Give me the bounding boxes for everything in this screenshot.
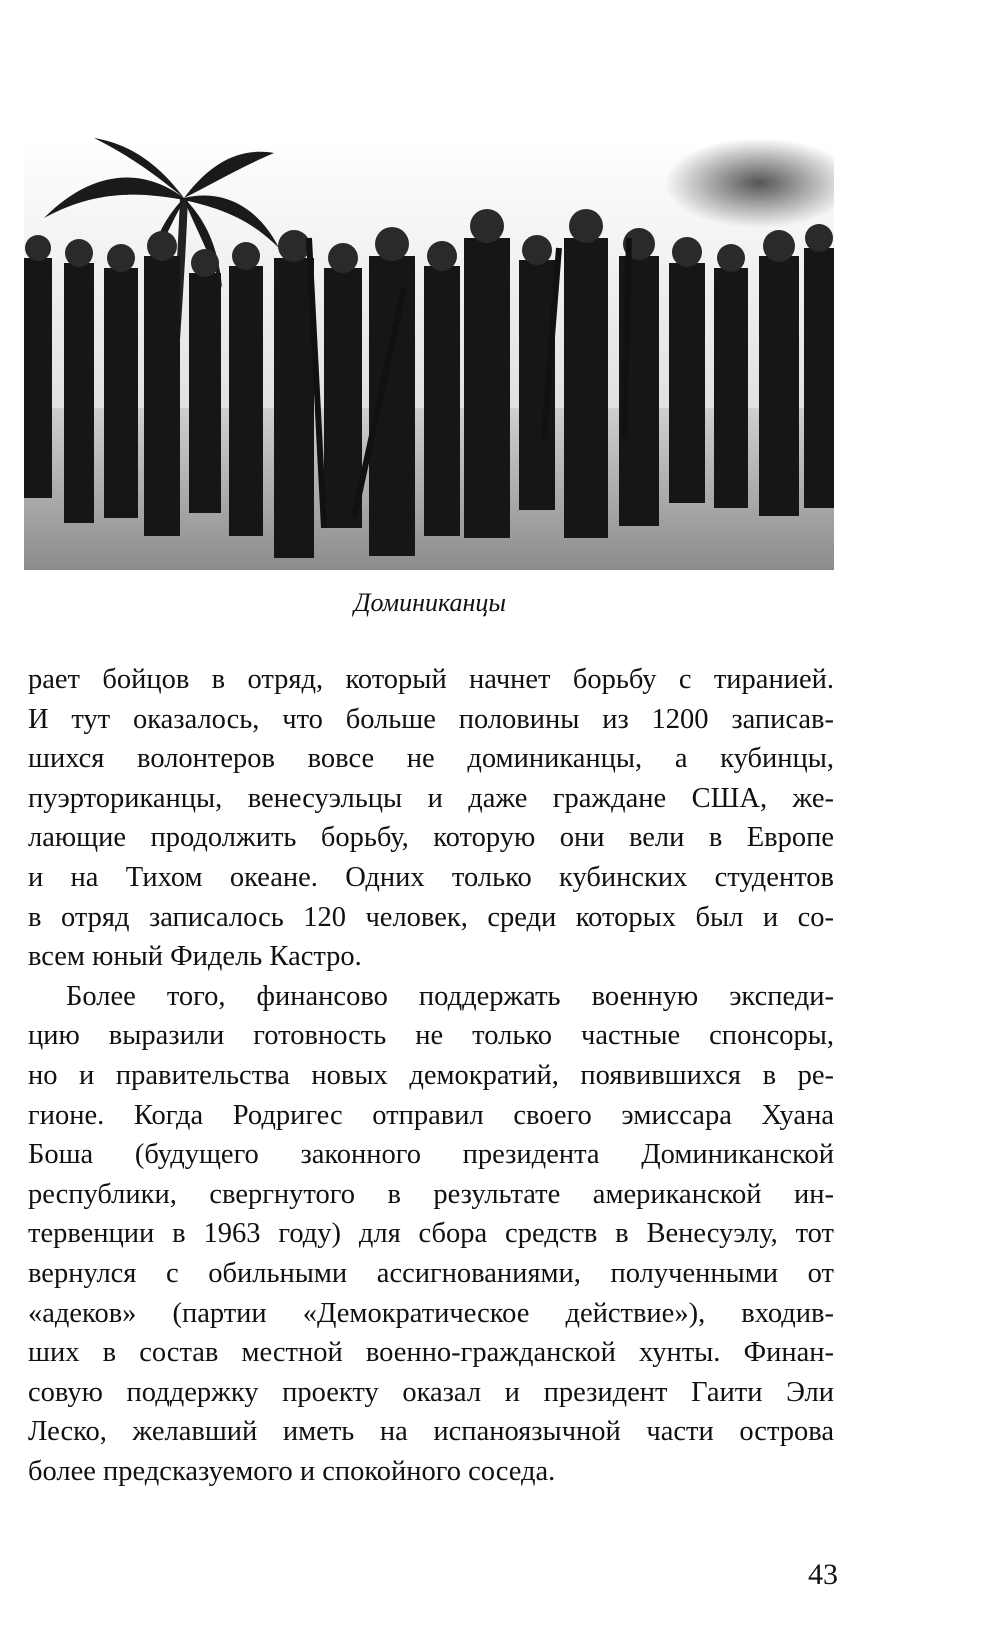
paragraph-1 [28, 660, 834, 977]
text-line: республики, свергнутого в результате американской ин- [28, 1178, 834, 1210]
text-line: и на Тихом океане. Одних только кубинских студентов [28, 861, 834, 893]
text-line: вернулся с обильными ассигнованиями, полученными от [28, 1257, 834, 1289]
text-line: в отряд записалось 120 человек, среди которых был и со- [28, 901, 834, 933]
photo-caption: Доминиканцы [353, 588, 507, 617]
text-line: И тут оказалось, что больше половины из 1200 записав- [28, 703, 834, 735]
text-line: тервенции в 1963 году) для сбора средств в Венесуэлу, тот [28, 1218, 834, 1250]
paragraph-2 [28, 977, 834, 1492]
text-line: пуэрториканцы, венесуэльцы и даже граждане США, же- [28, 782, 834, 814]
page-number: 43 [808, 1558, 838, 1591]
text-line: ших в состав местной военно-гражданской хунты. Финан- [28, 1337, 834, 1369]
text-line: рает бойцов в отряд, который начнет борьбу с тиранией. [28, 664, 834, 695]
photo-image [24, 138, 834, 570]
text-line: Леско, желавший иметь на испаноязычной части острова [28, 1416, 834, 1448]
text-line: «адеков» (партии «Демократическое действие»), входив- [28, 1297, 834, 1329]
text-line: всем юный Фидель Кастро. [28, 941, 362, 973]
text-line: гионе. Когда Родригес отправил своего эмиссара Хуана [28, 1099, 834, 1131]
text-line: шихся волонтеров вовсе не доминиканцы, а кубинцы, [28, 743, 834, 775]
photo-dominicans [24, 138, 834, 570]
text-line: совую поддержку проекту оказал и президент Гаити Эли [28, 1376, 834, 1408]
text-line: Более того, финансово поддержать военную экспеди- [66, 980, 834, 1012]
text-line: но и правительства новых демократий, появившихся в ре- [28, 1059, 834, 1091]
text-line: более предсказуемого и спокойного соседа. [28, 1455, 556, 1487]
text-line: Боша (будущего законного президента Доминиканской [28, 1139, 834, 1171]
body-text [28, 660, 834, 1491]
text-line: лающие продолжить борьбу, которую они вели в Европе [28, 822, 834, 854]
text-line: цию выразили готовность не только частные спонсоры, [28, 1020, 834, 1052]
